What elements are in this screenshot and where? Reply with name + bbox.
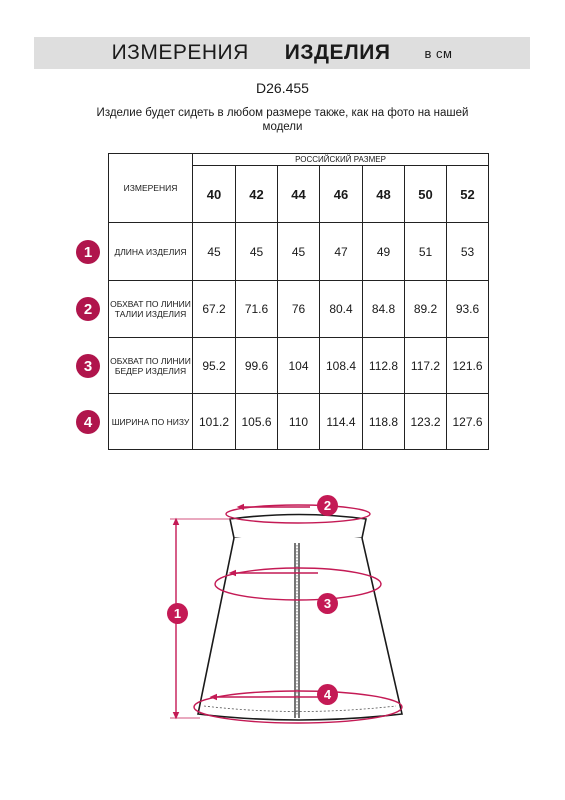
table-cell: 112.8	[363, 338, 405, 394]
table-cell: 80.4	[320, 281, 363, 338]
table-cell: 101.2	[193, 394, 236, 450]
size-system-header: РОССИЙСКИЙ РАЗМЕР	[193, 154, 489, 166]
table-cell: 114.4	[320, 394, 363, 450]
table-cell: 108.4	[320, 338, 363, 394]
row-badge-3: 3	[76, 354, 100, 378]
table-cell: 104	[278, 338, 320, 394]
row-label: ДЛИНА ИЗДЕЛИЯ	[109, 223, 193, 281]
row-badge-1: 1	[76, 240, 100, 264]
table-cell: 105.6	[236, 394, 278, 450]
table-cell: 71.6	[236, 281, 278, 338]
row-badge-2: 2	[76, 297, 100, 321]
table-cell: 45	[193, 223, 236, 281]
table-cell: 53	[447, 223, 489, 281]
size-header: 50	[405, 166, 447, 223]
table-cell: 84.8	[363, 281, 405, 338]
row-label: ОБХВАТ ПО ЛИНИИ ТАЛИИ ИЗДЕЛИЯ	[109, 281, 193, 338]
table-cell: 99.6	[236, 338, 278, 394]
table-cell: 117.2	[405, 338, 447, 394]
table-cell: 127.6	[447, 394, 489, 450]
table-cell: 110	[278, 394, 320, 450]
sketch-badge-waist: 2	[317, 495, 338, 516]
size-header: 44	[278, 166, 320, 223]
sketch-badge-hem: 4	[317, 684, 338, 705]
size-header: 42	[236, 166, 278, 223]
table-cell: 45	[236, 223, 278, 281]
skirt-outline	[198, 515, 402, 721]
table-cell: 123.2	[405, 394, 447, 450]
sketch-badge-hip: 3	[317, 593, 338, 614]
table-cell: 47	[320, 223, 363, 281]
measure-header: ИЗМЕРЕНИЯ	[109, 154, 193, 223]
row-label: ОБХВАТ ПО ЛИНИИ БЕДЕР ИЗДЕЛИЯ	[109, 338, 193, 394]
sketch-badge-length: 1	[167, 603, 188, 624]
size-header: 40	[193, 166, 236, 223]
table-cell: 45	[278, 223, 320, 281]
table-cell: 49	[363, 223, 405, 281]
size-header: 48	[363, 166, 405, 223]
table-cell: 76	[278, 281, 320, 338]
size-header: 52	[447, 166, 489, 223]
header-title-measurements: ИЗМЕРЕНИЯ	[111, 41, 249, 64]
article-number: D26.455	[256, 80, 309, 96]
table-cell: 121.6	[447, 338, 489, 394]
table-cell: 118.8	[363, 394, 405, 450]
table-cell: 89.2	[405, 281, 447, 338]
header-title-product: ИЗДЕЛИЯ	[284, 41, 391, 64]
row-badge-4: 4	[76, 410, 100, 434]
table-cell: 93.6	[447, 281, 489, 338]
header-unit: в см	[424, 45, 453, 61]
table-cell: 51	[405, 223, 447, 281]
size-header: 46	[320, 166, 363, 223]
fit-note: Изделие будет сидеть в любом размере также, как на фото на нашей модели	[96, 107, 469, 133]
row-label: ШИРИНА ПО НИЗУ	[109, 394, 193, 450]
table-cell: 67.2	[193, 281, 236, 338]
table-cell: 95.2	[193, 338, 236, 394]
